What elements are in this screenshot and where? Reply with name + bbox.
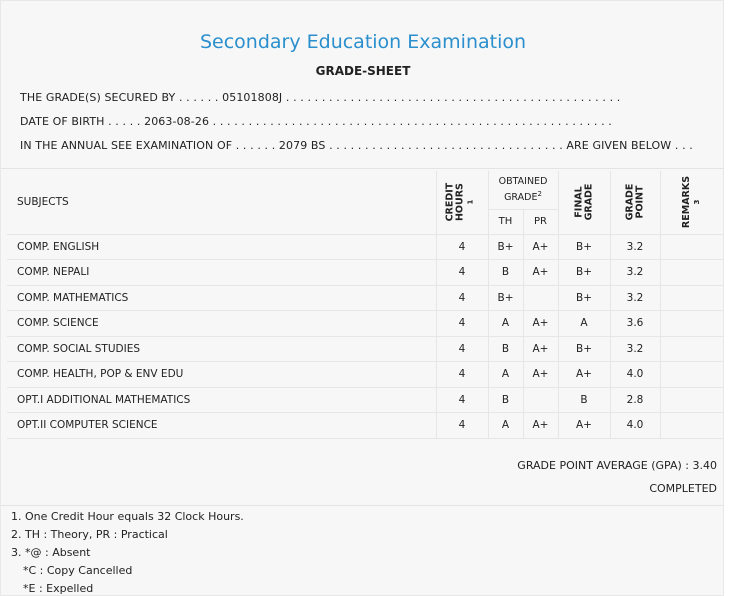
final-grade-cell: A+ [558,413,610,439]
subject-cell: COMP. NEPALI [7,260,436,286]
obtained-grade-header [488,171,558,209]
remarks-header-sup: 3 [692,199,701,205]
symbol-number: 05101808J [222,91,283,104]
subject-cell: COMP. SOCIAL STUDIES [7,336,436,362]
gp-header-line1: GRADE [624,183,635,221]
date-of-birth: 2063-08-26 [144,115,210,128]
grade-point-cell: 3.6 [610,311,660,337]
subject-cell: COMP. SCIENCE [7,311,436,337]
gpa-summary: GRADE POINT AVERAGE (GPA) : 3.40 [517,459,717,472]
remarks-cell [660,311,723,337]
pr-grade-cell: A+ [523,260,558,286]
final-grade-cell: B+ [558,336,610,362]
grade-sheet-heading: GRADE-SHEET [315,64,411,78]
footer-divider [1,505,725,506]
info-secured-by [20,91,620,104]
page-margin [724,0,756,596]
final-grade-cell: B+ [558,260,610,286]
grade-point-cell: 3.2 [610,234,660,260]
result-status: COMPLETED [649,482,717,495]
subject-cell: COMP. ENGLISH [7,234,436,260]
final-grade-cell: A+ [558,362,610,388]
final-grade-cell: B+ [558,285,610,311]
table-row [7,285,723,311]
footnote-4: *C : Copy Cancelled [23,564,133,577]
header-divider [1,168,725,169]
table-row [7,234,723,260]
subject-cell: COMP. MATHEMATICS [7,285,436,311]
footnote-1: 1. One Credit Hour equals 32 Clock Hours. [11,510,244,523]
th-grade-cell: B+ [488,285,523,311]
remarks-header-label: REMARKS [680,176,692,229]
table-row [7,336,723,362]
remarks-cell [660,387,723,413]
footnote-2: 2. TH : Theory, PR : Practical [11,528,168,541]
credit-header-line1: CREDIT [443,182,455,222]
footnote-3: 3. *@ : Absent [11,546,91,559]
grade-point-cell: 4.0 [610,413,660,439]
credit-cell: 4 [436,362,488,388]
pr-grade-cell: A+ [523,362,558,388]
subjects-header: SUBJECTS [7,171,436,234]
credit-cell: 4 [436,260,488,286]
th-grade-cell: B [488,387,523,413]
subject-cell: OPT.II COMPUTER SCIENCE [7,413,436,439]
grades-table [7,171,723,439]
remarks-header [660,171,723,234]
th-grade-cell: A [488,362,523,388]
table-row [7,362,723,388]
pr-grade-cell: A+ [523,413,558,439]
credit-header-sup: 1 [465,199,474,205]
pr-grade-cell: A+ [523,234,558,260]
remarks-cell [660,260,723,286]
final-grade-cell: B+ [558,234,610,260]
grade-point-cell: 3.2 [610,260,660,286]
grade-point-cell: 2.8 [610,387,660,413]
footnote-5: *E : Expelled [23,582,94,595]
table-header-row [7,171,723,209]
obtained-header-line1: OBTAINED [498,176,548,188]
info-exam-label: IN THE ANNUAL SEE EXAMINATION OF . . . . . . [20,139,276,152]
grade-rows [7,234,723,438]
th-grade-cell: B+ [488,234,523,260]
credit-cell: 4 [436,413,488,439]
info-dob-dots: . . . . . . . . . . . . . . . . . . . . . . . . . . . . . . . . . . . . . . . . . . . . . . . . . . . . . . . . [212,115,612,128]
pr-grade-cell: A+ [523,336,558,362]
th-grade-cell: A [488,413,523,439]
th-header: TH [488,209,523,234]
gp-header-line2: POINT [634,185,645,219]
final-grade-cell: B [558,387,610,413]
pr-grade-cell [523,285,558,311]
info-secured-by-dots: . . . . . . . . . . . . . . . . . . . . . . . . . . . . . . . . . . . . . . . . . . . . . . . [285,91,621,104]
table-row [7,311,723,337]
remarks-cell [660,285,723,311]
final-grade-header [558,171,610,234]
subject-cell: OPT.I ADDITIONAL MATHEMATICS [7,387,436,413]
th-grade-cell: A [488,311,523,337]
credit-cell: 4 [436,311,488,337]
obtained-header-line2: GRADE [504,192,538,204]
table-row [7,260,723,286]
info-secured-by-label: THE GRADE(S) SECURED BY . . . . . . [20,91,219,104]
pr-header: PR [523,209,558,234]
remarks-cell [660,413,723,439]
final-header-line2: GRADE [583,183,594,221]
info-exam-dots: . . . . . . . . . . . . . . . . . . . . . . . . . . . . . . . . . ARE GIVEN BELOW . . . [329,139,693,152]
grade-point-header [610,171,660,234]
subject-cell: COMP. HEALTH, POP & ENV EDU [7,362,436,388]
table-row [7,413,723,439]
credit-cell: 4 [436,387,488,413]
final-header-line1: FINAL [573,186,584,218]
grade-point-cell: 4.0 [610,362,660,388]
credit-cell: 4 [436,336,488,362]
info-date-of-birth [20,115,612,128]
obtained-header-sup: 2 [537,190,542,199]
pr-grade-cell: A+ [523,311,558,337]
th-grade-cell: B [488,336,523,362]
credit-header-line2: HOURS [453,183,465,222]
remarks-cell [660,336,723,362]
credit-cell: 4 [436,285,488,311]
info-exam-year [20,139,693,152]
credit-hours-header [436,171,488,234]
credit-cell: 4 [436,234,488,260]
exam-year: 2079 BS [278,139,326,152]
table-row [7,387,723,413]
final-grade-cell: A [558,311,610,337]
th-grade-cell: B [488,260,523,286]
info-dob-label: DATE OF BIRTH . . . . . [20,115,141,128]
remarks-cell [660,234,723,260]
grade-point-cell: 3.2 [610,285,660,311]
remarks-cell [660,362,723,388]
exam-title: Secondary Education Examination [199,31,527,53]
grade-point-cell: 3.2 [610,336,660,362]
pr-grade-cell [523,387,558,413]
